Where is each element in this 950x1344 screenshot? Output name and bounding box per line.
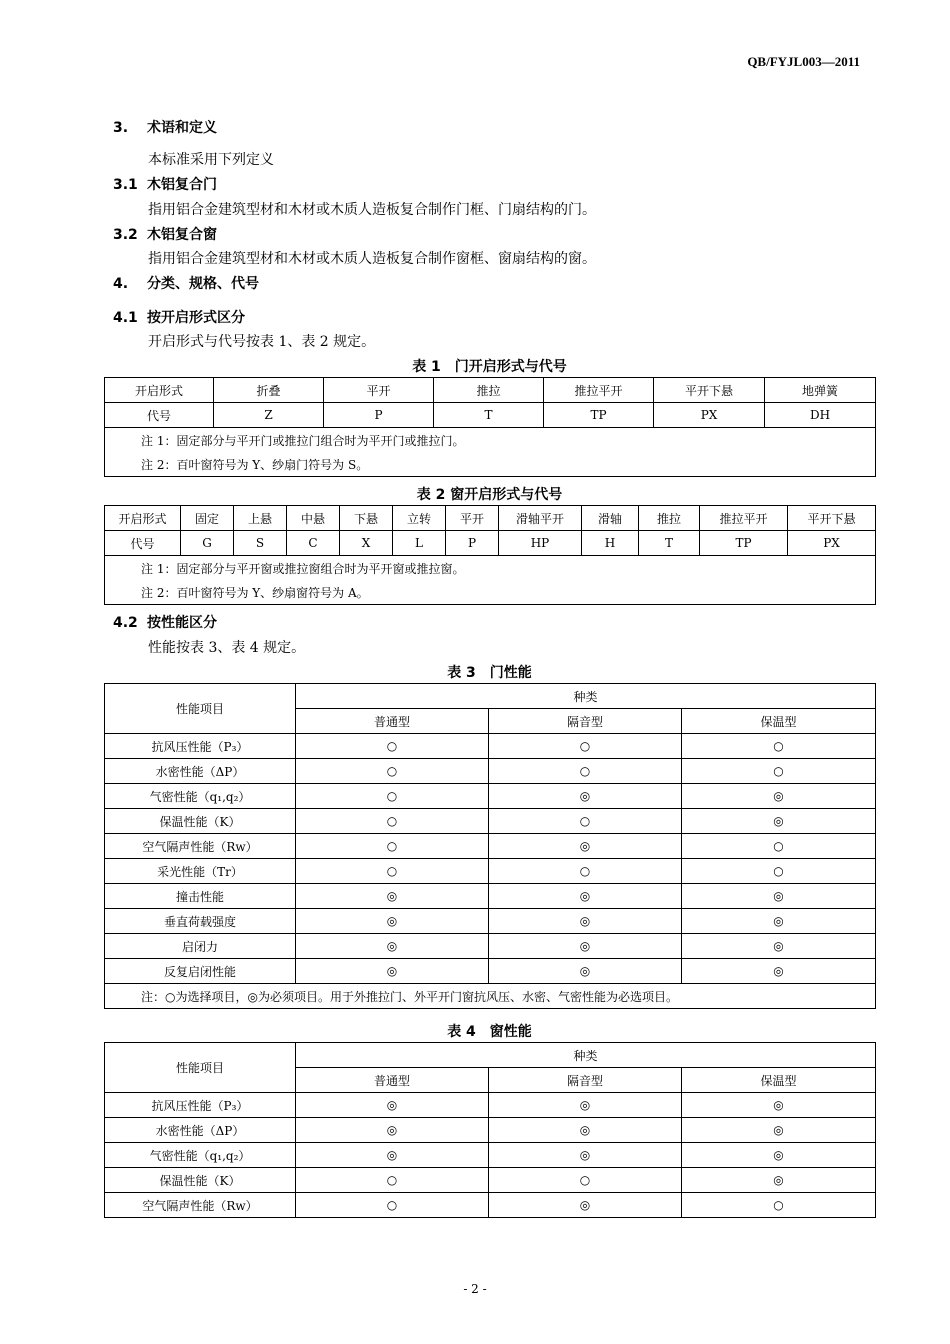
table-cell: ○ <box>682 759 876 784</box>
table-header-row <box>105 684 876 709</box>
table-cell: ◎ <box>296 909 489 934</box>
table-cell: ◎ <box>489 1143 682 1168</box>
section-3-1-text: 指用铝合金建筑型材和木材或木质人造板复合制作门框、门扇结构的门。 <box>148 202 596 218</box>
table-cell: ◎ <box>682 909 876 934</box>
table-cell: ○ <box>489 809 682 834</box>
table-row <box>105 1168 876 1193</box>
table-cell: 垂直荷载强度 <box>105 909 296 934</box>
table-cell: 性能项目 <box>105 684 296 734</box>
table-cell: 种类 <box>296 684 876 709</box>
table-4-caption: 表 4 窗性能 <box>447 1024 532 1040</box>
table-cell: G <box>181 531 234 556</box>
table-note-row <box>105 580 876 605</box>
table-cell: HP <box>499 531 582 556</box>
table-cell: ◎ <box>489 834 682 859</box>
section-4-2-heading <box>113 612 217 632</box>
table-cell: ◎ <box>296 934 489 959</box>
table-header-row <box>105 378 876 403</box>
section-4-1-heading <box>113 307 245 327</box>
section-title: 木铝复合窗 <box>147 227 217 243</box>
table-note: 注 2：百叶窗符号为 Y、纱扇门符号为 S。 <box>105 452 876 477</box>
section-3-2-text: 指用铝合金建筑型材和木材或木质人造板复合制作窗框、窗扇结构的窗。 <box>148 251 596 267</box>
table-cell: ◎ <box>682 1093 876 1118</box>
table-4-window-performance <box>104 1042 876 1218</box>
section-4-heading <box>113 273 259 293</box>
table-3-door-performance <box>104 683 876 1009</box>
section-number: 3. <box>113 120 129 136</box>
table-row <box>105 859 876 884</box>
table-cell: ◎ <box>489 784 682 809</box>
table-note: 注 1：固定部分与平开窗或推拉窗组合时为平开窗或推拉窗。 <box>105 556 876 581</box>
table-cell: 上悬 <box>234 506 287 531</box>
section-3-1-heading <box>113 174 217 194</box>
table-row <box>105 1193 876 1218</box>
table-cell: TP <box>544 403 654 428</box>
table-cell: ○ <box>296 834 489 859</box>
table-header-row <box>105 506 876 531</box>
table-cell: 平开下悬 <box>654 378 765 403</box>
table-row <box>105 1118 876 1143</box>
table-cell: 推拉平开 <box>544 378 654 403</box>
table-cell: ◎ <box>489 884 682 909</box>
table-note: 注 1：固定部分与平开门或推拉门组合时为平开门或推拉门。 <box>105 428 876 453</box>
page-number: - 2 - <box>463 1282 487 1296</box>
section-title: 木铝复合门 <box>147 177 217 193</box>
table-cell: ◎ <box>489 934 682 959</box>
table-cell: ◎ <box>682 884 876 909</box>
table-cell: 开启形式 <box>105 378 214 403</box>
table-note-row <box>105 428 876 453</box>
section-title: 术语和定义 <box>147 120 217 136</box>
table-row <box>105 884 876 909</box>
table-cell: PX <box>654 403 765 428</box>
table-row <box>105 734 876 759</box>
section-title: 分类、规格、代号 <box>147 276 259 292</box>
table-cell: 启闭力 <box>105 934 296 959</box>
table-cell: P <box>324 403 434 428</box>
table-cell: 反复启闭性能 <box>105 959 296 984</box>
table-cell: ○ <box>489 734 682 759</box>
table-cell: ○ <box>296 1193 489 1218</box>
table-cell: 保温型 <box>682 709 876 734</box>
table-cell: 开启形式 <box>105 506 181 531</box>
table-cell: ○ <box>296 734 489 759</box>
table-row <box>105 531 876 556</box>
table-row <box>105 834 876 859</box>
table-cell: ◎ <box>296 1143 489 1168</box>
table-note-row <box>105 984 876 1009</box>
section-number: 4.1 <box>113 310 138 326</box>
table-cell: ◎ <box>296 884 489 909</box>
section-4-1-text: 开启形式与代号按表 1、表 2 规定。 <box>148 334 376 350</box>
table-row <box>105 759 876 784</box>
table-cell: 普通型 <box>296 709 489 734</box>
table-cell: X <box>340 531 393 556</box>
table-2-window-opening-types <box>104 505 876 605</box>
table-cell: 气密性能（q₁,q₂） <box>105 1143 296 1168</box>
table-cell: 空气隔声性能（Rw） <box>105 834 296 859</box>
table-cell: T <box>639 531 700 556</box>
table-cell: C <box>287 531 340 556</box>
table-cell: ○ <box>682 859 876 884</box>
table-cell: 推拉平开 <box>700 506 788 531</box>
table-cell: Z <box>214 403 324 428</box>
table-row <box>105 784 876 809</box>
table-cell: 下悬 <box>340 506 393 531</box>
table-cell: ○ <box>489 859 682 884</box>
section-number: 4.2 <box>113 615 138 631</box>
table-cell: ◎ <box>489 959 682 984</box>
table-cell: ◎ <box>489 1093 682 1118</box>
table-cell: ◎ <box>682 1118 876 1143</box>
table-cell: 水密性能（ΔP） <box>105 759 296 784</box>
table-cell: 撞击性能 <box>105 884 296 909</box>
table-note: 注 2：百叶窗符号为 Y、纱扇窗符号为 A。 <box>105 580 876 605</box>
table-cell: 普通型 <box>296 1068 489 1093</box>
table-cell: 空气隔声性能（Rw） <box>105 1193 296 1218</box>
table-cell: ◎ <box>489 1193 682 1218</box>
table-cell: 隔音型 <box>489 709 682 734</box>
table-cell: ◎ <box>682 1168 876 1193</box>
table-cell: ◎ <box>489 1118 682 1143</box>
table-cell: 保温性能（K） <box>105 809 296 834</box>
table-cell: 地弹簧 <box>765 378 876 403</box>
table-cell: 代号 <box>105 403 214 428</box>
document-code: QB/FYJL003—2011 <box>747 54 860 69</box>
table-cell: 平开 <box>324 378 434 403</box>
table-cell: ○ <box>682 834 876 859</box>
table-row <box>105 1093 876 1118</box>
table-cell: ◎ <box>489 909 682 934</box>
table-cell: DH <box>765 403 876 428</box>
table-cell: 保温性能（K） <box>105 1168 296 1193</box>
section-3-heading <box>113 117 217 137</box>
table-row <box>105 934 876 959</box>
table-row <box>105 959 876 984</box>
table-cell: 滑轴平开 <box>499 506 582 531</box>
table-cell: P <box>446 531 499 556</box>
table-cell: ◎ <box>296 1093 489 1118</box>
section-number: 3.1 <box>113 177 138 193</box>
table-cell: TP <box>700 531 788 556</box>
table-note-row <box>105 556 876 581</box>
table-cell: ○ <box>296 809 489 834</box>
table-cell: ◎ <box>682 1143 876 1168</box>
table-cell: 推拉 <box>434 378 544 403</box>
table-row <box>105 1143 876 1168</box>
table-note-row <box>105 452 876 477</box>
table-cell: ◎ <box>682 784 876 809</box>
table-cell: ◎ <box>682 934 876 959</box>
table-cell: 采光性能（Tr） <box>105 859 296 884</box>
table-cell: ○ <box>489 1168 682 1193</box>
table-cell: 折叠 <box>214 378 324 403</box>
table-cell: 抗风压性能（P₃） <box>105 1093 296 1118</box>
section-number: 4. <box>113 276 129 292</box>
table-cell: ◎ <box>682 959 876 984</box>
table-note: 注：○为选择项目，◎为必须项目。用于外推拉门、外平开门窗抗风压、水密、气密性能为必选项目。 <box>105 984 876 1009</box>
table-cell: ○ <box>489 759 682 784</box>
table-cell: T <box>434 403 544 428</box>
table-cell: ○ <box>682 1193 876 1218</box>
section-3-intro: 本标准采用下列定义 <box>148 152 274 168</box>
table-3-caption: 表 3 门性能 <box>447 665 532 681</box>
table-cell: L <box>393 531 446 556</box>
table-row <box>105 403 876 428</box>
table-cell: 平开下悬 <box>788 506 876 531</box>
table-cell: ◎ <box>296 959 489 984</box>
table-cell: 性能项目 <box>105 1043 296 1093</box>
table-cell: 滑轴 <box>582 506 639 531</box>
table-cell: H <box>582 531 639 556</box>
table-cell: ◎ <box>682 809 876 834</box>
table-cell: 平开 <box>446 506 499 531</box>
table-cell: ○ <box>296 859 489 884</box>
section-title: 按性能区分 <box>147 615 217 631</box>
table-cell: 抗风压性能（P₃） <box>105 734 296 759</box>
table-cell: 种类 <box>296 1043 876 1068</box>
table-cell: PX <box>788 531 876 556</box>
table-row <box>105 809 876 834</box>
table-cell: 隔音型 <box>489 1068 682 1093</box>
section-4-2-text: 性能按表 3、表 4 规定。 <box>148 640 306 656</box>
table-cell: ○ <box>296 784 489 809</box>
table-cell: ◎ <box>296 1118 489 1143</box>
table-1-caption: 表 1 门开启形式与代号 <box>412 359 567 375</box>
table-1-door-opening-types <box>104 377 876 477</box>
table-cell: 代号 <box>105 531 181 556</box>
table-2-caption: 表 2 窗开启形式与代号 <box>416 487 563 503</box>
table-cell: 气密性能（q₁,q₂） <box>105 784 296 809</box>
table-cell: S <box>234 531 287 556</box>
section-number: 3.2 <box>113 227 138 243</box>
table-cell: 水密性能（ΔP） <box>105 1118 296 1143</box>
table-cell: 保温型 <box>682 1068 876 1093</box>
section-title: 按开启形式区分 <box>147 310 245 326</box>
table-cell: ○ <box>296 759 489 784</box>
table-header-row <box>105 1043 876 1068</box>
table-cell: 固定 <box>181 506 234 531</box>
table-cell: ○ <box>296 1168 489 1193</box>
table-cell: 立转 <box>393 506 446 531</box>
table-cell: 推拉 <box>639 506 700 531</box>
section-3-2-heading <box>113 224 217 244</box>
table-row <box>105 909 876 934</box>
table-cell: 中悬 <box>287 506 340 531</box>
table-cell: ○ <box>682 734 876 759</box>
